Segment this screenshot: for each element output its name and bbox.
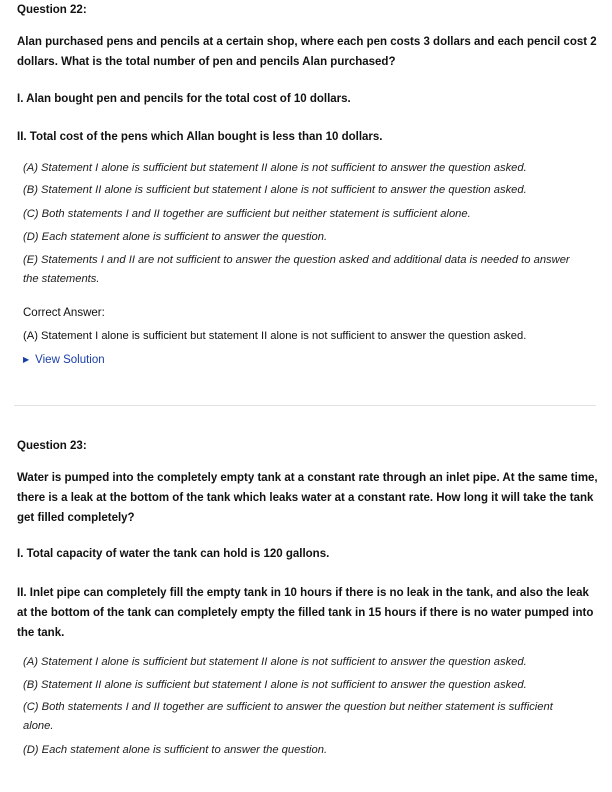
question-22-option-d: (D) Each statement alone is sufficient to answer the question.	[23, 231, 328, 243]
question-divider	[14, 405, 596, 406]
question-23-text: Water is pumped into the completely empty tank at a constant rate through an inlet pipe. At the same time, there is a leak at the bottom of the tank which leaks water at a constant rate. How long it will take the tank get filled completely?	[17, 472, 598, 524]
question-23-heading: Question 23:	[17, 440, 87, 452]
correct-answer-label: Correct Answer:	[23, 307, 105, 319]
correct-answer-text: (A) Statement I alone is sufficient but statement II alone is not sufficient to answer the question asked.	[23, 330, 527, 342]
view-solution-link[interactable]	[23, 352, 105, 368]
question-23-option-b: (B) Statement II alone is sufficient but statement I alone is not sufficient to answer the question asked.	[23, 679, 527, 691]
question-22-heading: Question 22:	[17, 4, 87, 16]
question-23-option-a: (A) Statement I alone is sufficient but statement II alone is not sufficient to answer the question asked.	[23, 656, 527, 668]
question-22-statement-1: I. Alan bought pen and pencils for the total cost of 10 dollars.	[17, 93, 351, 105]
question-23-option-d: (D) Each statement alone is sufficient to answer the question.	[23, 744, 328, 756]
question-22-option-c: (C) Both statements I and II together are sufficient but neither statement is sufficient alone.	[23, 208, 471, 220]
question-23-statement-2: II. Inlet pipe can completely fill the empty tank in 10 hours if there is no leak in the tank, and also the leak at the bottom of the tank can completely empty the filled tank in 15 hours if there is no water pumped into the tank.	[17, 587, 594, 639]
question-22-statement-2: II. Total cost of the pens which Allan bought is less than 10 dollars.	[17, 131, 383, 143]
question-23-statement-1: I. Total capacity of water the tank can hold is 120 gallons.	[17, 548, 330, 560]
question-22-text: Alan purchased pens and pencils at a certain shop, where each pen costs 3 dollars and each pencil cost 2 dollars. What is the total number of pen and pencils Alan purchased?	[17, 36, 597, 68]
question-22-option-e: (E) Statements I and II are not sufficient to answer the question asked and additional data is needed to answer the statements.	[23, 254, 570, 285]
view-solution-label: View Solution	[35, 354, 105, 366]
triangle-right-icon: ▶	[23, 355, 30, 364]
question-22-option-b: (B) Statement II alone is sufficient but statement I alone is not sufficient to answer the question asked.	[23, 184, 527, 196]
question-22-option-a: (A) Statement I alone is sufficient but statement II alone is not sufficient to answer the question asked.	[23, 162, 527, 174]
question-23-option-c: (C) Both statements I and II together are sufficient to answer the question but neither statement is sufficient alone.	[23, 701, 553, 732]
